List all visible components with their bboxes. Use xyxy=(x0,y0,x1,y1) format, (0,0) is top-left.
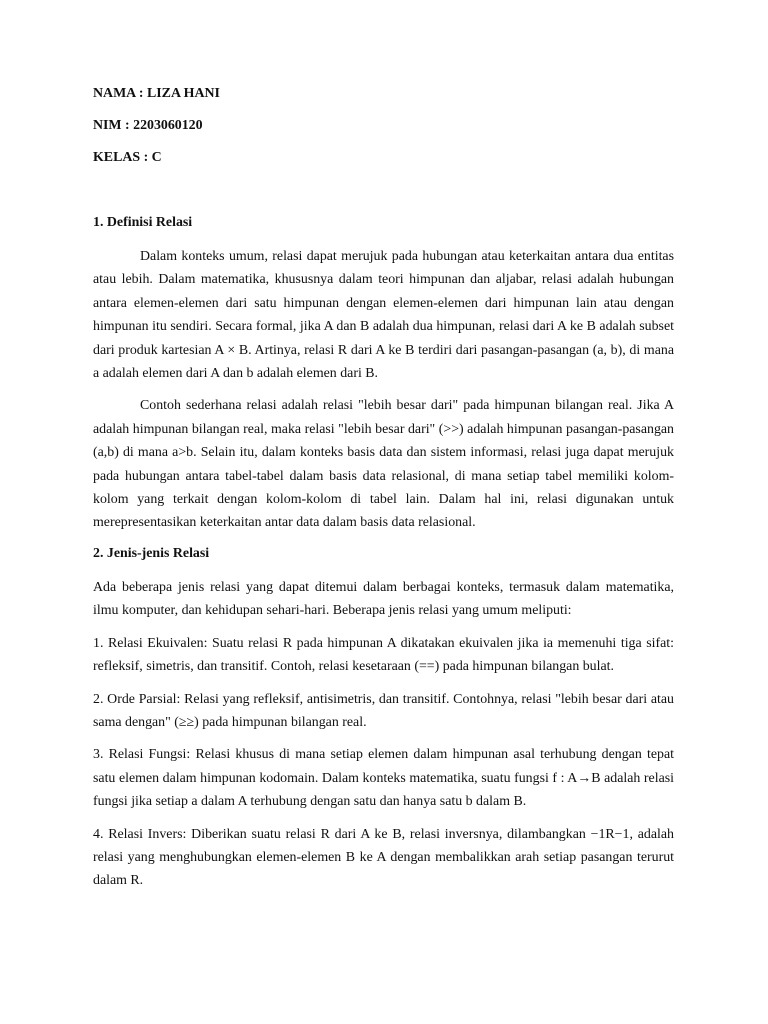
student-class: KELAS : C xyxy=(93,150,162,165)
student-nim: NIM : 2203060120 xyxy=(93,118,203,133)
section-1-paragraph-1: Dalam konteks umum, relasi dapat merujuk pada hubungan atau keterkaitan antara dua entitas atau lebih. Dalam matematika, khususnya dalam teori himpunan dan aljabar, relasi adalah hubungan antara elemen-elemen dari satu himpunan dengan elemen-elemen dari himpunan lain atau dengan himpunan itu sendiri. Secara formal, jika A dan B adalah dua himpunan, relasi dari A ke B adalah subset dari produk kartesian A × B. Artinya, relasi R dari A ke B terdiri dari pasangan-pasangan (a, b), di mana a adalah elemen dari A dan b adalah elemen dari B. xyxy=(93,249,674,382)
section-2-heading: 2. Jenis-jenis Relasi xyxy=(93,545,210,561)
student-name: NAMA : LIZA HANI xyxy=(93,86,220,101)
relation-type-2: 2. Orde Parsial: Relasi yang refleksif, antisimetris, dan transitif. Contohnya, relasi "lebih besar dari atau sama dengan" (≥≥) pada himpunan bilangan real. xyxy=(93,691,674,730)
section-1-heading: 1. Definisi Relasi xyxy=(93,215,193,230)
section-2-intro: Ada beberapa jenis relasi yang dapat ditemui dalam berbagai konteks, termasuk dalam matematika, ilmu komputer, dan kehidupan sehari-hari. Beberapa jenis relasi yang umum meliputi: xyxy=(93,579,674,619)
section-1-paragraph-2: Contoh sederhana relasi adalah relasi "lebih besar dari" pada himpunan bilangan real. Jika A adalah himpunan bilangan real, maka relasi "lebih besar dari" (>>) adalah himpunan pasangan-pasangan (a,b) di mana a>b. Selain itu, dalam konteks basis data dan sistem informasi, relasi juga dapat merujuk pada hubungan antara tabel-tabel dalam basis data relasional, di mana setiap tabel memiliki kolom-kolom yang terkait dengan kolom-kolom di tabel lain. Dalam hal ini, relasi digunakan untuk merepresentasikan keterkaitan antar data dalam basis data relasional. xyxy=(93,398,674,531)
relation-type-3: 3. Relasi Fungsi: Relasi khusus di mana setiap elemen dalam himpunan asal terhubung dengan tepat satu elemen dalam himpunan kodomain. Dalam konteks matematika, suatu fungsi f : A→B adalah relasi fungsi jika setiap a dalam A terhubung dengan satu dan hanya satu b dalam B. xyxy=(93,747,674,810)
document-body xyxy=(93,84,674,902)
relation-type-1: 1. Relasi Ekuivalen: Suatu relasi R pada himpunan A dikatakan ekuivalen jika ia memenuhi tiga sifat: refleksif, simetris, dan transitif. Contoh, relasi kesetaraan (==) pada himpunan bilangan bulat. xyxy=(93,635,674,675)
relation-type-4: 4. Relasi Invers: Diberikan suatu relasi R dari A ke B, relasi inversnya, dilambangkan −1R−1, adalah relasi yang menghubungkan elemen-elemen B ke A dengan membalikkan arah setiap pasangan terurut dalam R. xyxy=(93,826,674,889)
